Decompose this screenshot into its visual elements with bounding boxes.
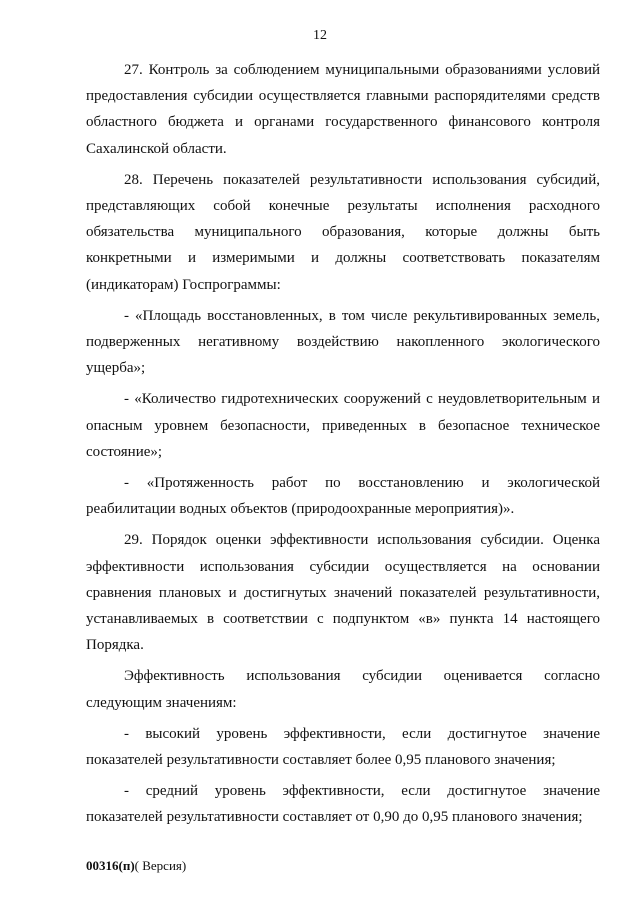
paragraph-29: 29. Порядок оценки эффективности использования субсидии. Оценка эффективности использования субсидии осуществляется на основании сравнения плановых и достигнутых значений показателей результативности, устанавливаемых в соответствии с подпунктом «в» пункта 14 настоящего Порядка. [86,532,600,654]
page-number: 12 [313,28,327,43]
indicator-item-land-area: - «Площадь восстановленных, в том числе рекультивированных земель, подверженных негативному воздействию накопленного экологического ущерба»; [86,307,600,377]
document-body [86,57,600,831]
document-version: ( Версия) [134,858,187,873]
document-footer [86,858,186,874]
paragraph-27: 27. Контроль за соблюдением муниципальными образованиями условий предоставления субсидии осуществляется главными распорядителями средств областного бюджета и органами государственного финансового контроля Сахалинской области. [86,62,600,157]
indicator-item-hydro-structures: - «Количество гидротехнических сооружений с неудовлетворительным и опасным уровнем безопасности, приведенных в безопасное техническое состояние»; [86,391,600,460]
efficiency-intro-paragraph: Эффективность использования субсидии оценивается согласно следующим значениям: [86,668,600,711]
efficiency-level-high: - высокий уровень эффективности, если достигнутое значение показателей результативности составляет более 0,95 планового значения; [86,725,600,769]
paragraph-28: 28. Перечень показателей результативности использования субсидий, представляющих собой конечные результаты исполнения расходного обязательства муниципального образования, которые должны быть конкретными и измеримыми и должны соответствовать показателям (индикаторам) Госпрограммы: [86,171,600,293]
document-code: 00316(п) [86,858,135,873]
efficiency-level-medium: - средний уровень эффективности, если достигнутое значение показателей результативности составляет от 0,90 до 0,95 планового значения; [86,783,600,826]
indicator-item-water-bodies: - «Протяженность работ по восстановлению и экологической реабилитации водных объектов (природоохранные мероприятия)». [86,475,600,518]
